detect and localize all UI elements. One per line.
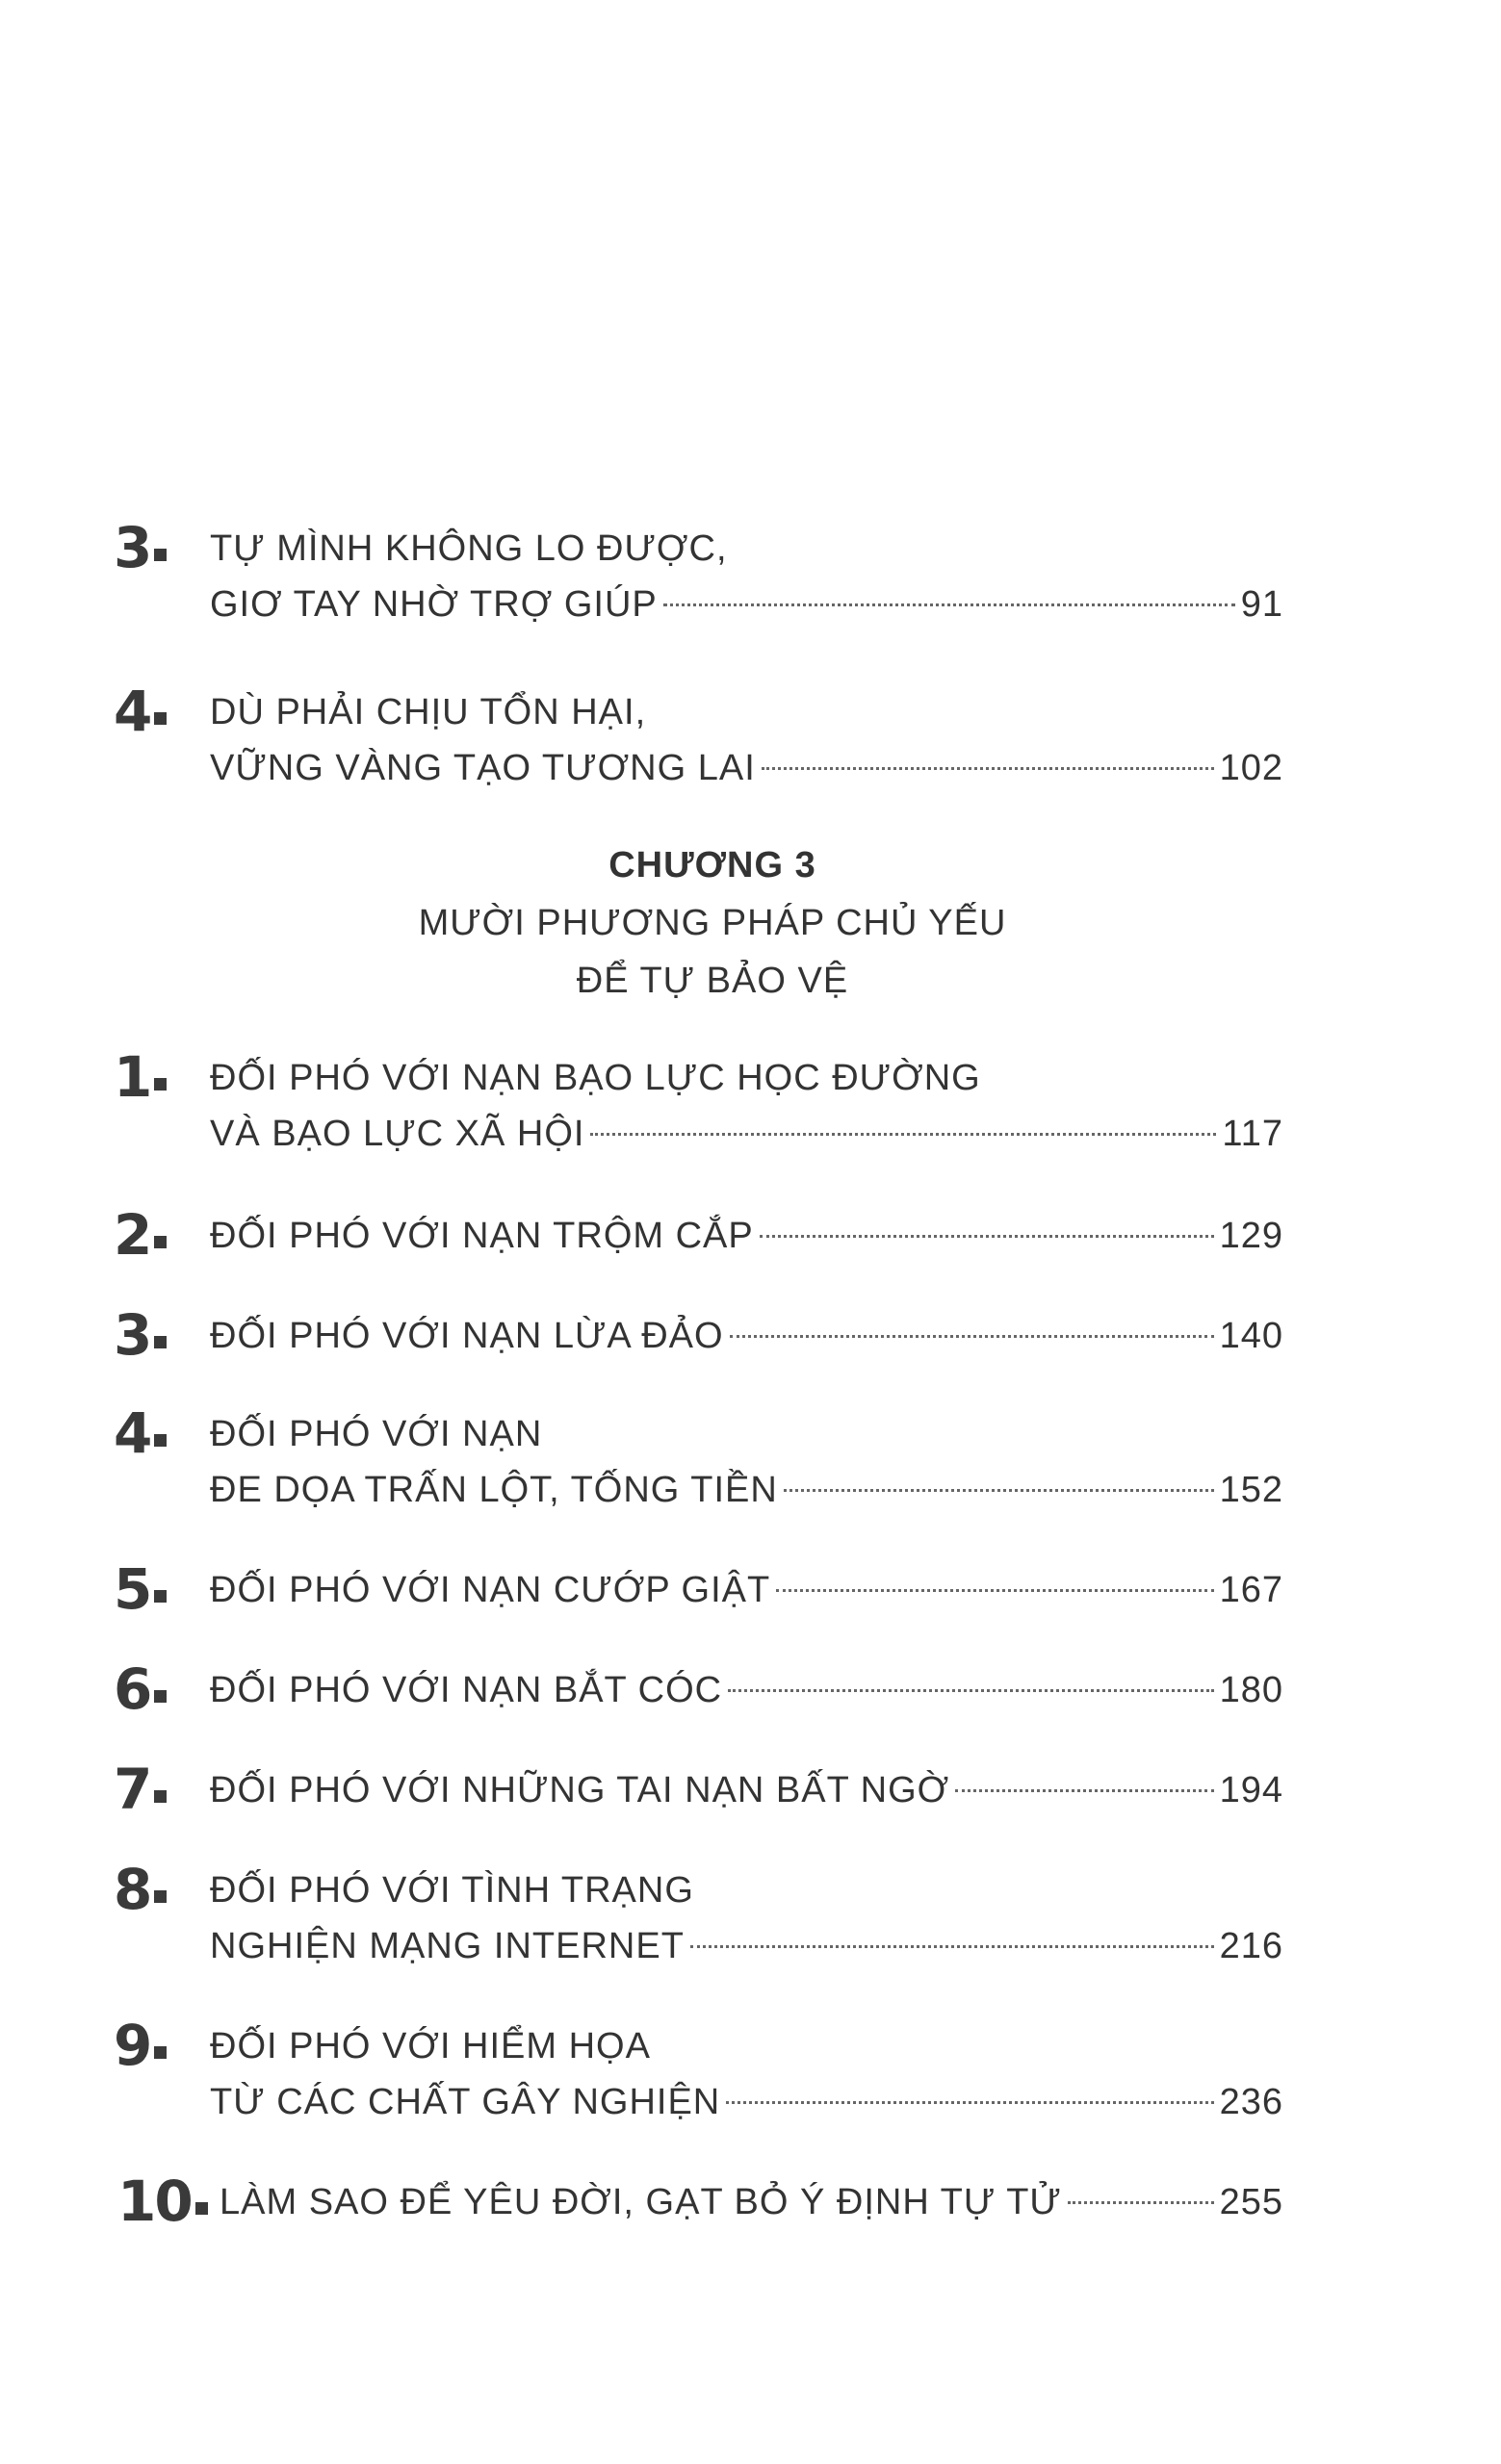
page-number: 216 (1219, 1926, 1283, 1966)
leader-dots (590, 1133, 1216, 1136)
entry-title-line1: ĐỐI PHÓ VỚI NẠN BẠO LỰC HỌC ĐƯỜNG (210, 1058, 981, 1098)
entry-title-line1 (210, 1769, 1283, 1811)
entry-title-line2 (210, 1925, 1283, 1967)
leader-dots (760, 1235, 1214, 1238)
entry-number: 7 (114, 1761, 167, 1817)
entry-number: 9 (114, 2017, 167, 2073)
leader-dots (726, 2101, 1213, 2104)
leader-dots (955, 1789, 1213, 1792)
entry-title-text: LÀM SAO ĐỂ YÊU ĐỜI, GẠT BỎ Ý ĐỊNH TỰ TỬ (220, 2182, 1062, 2222)
entry-number: 3 (114, 1307, 167, 1363)
entry-number: 1 (114, 1049, 167, 1105)
page-number: 255 (1219, 2182, 1283, 2222)
entry-number: 8 (114, 1861, 167, 1917)
entry-title-text: ĐE DỌA TRẤN LỘT, TỐNG TIỀN (210, 1470, 778, 1510)
page-number: 102 (1219, 748, 1283, 788)
entry-title-text: ĐỐI PHÓ VỚI NẠN CƯỚP GIẬT (210, 1570, 771, 1610)
leader-dots (663, 603, 1235, 606)
chapter-subtitle-line2: ĐỂ TỰ BẢO VỆ (576, 961, 849, 1001)
entry-title-line2 (210, 2081, 1283, 2123)
entry-number: 10 (117, 2173, 208, 2229)
entry-title-line2 (210, 747, 1283, 789)
entry-number: 4 (114, 683, 167, 739)
entry-number: 2 (114, 1207, 167, 1263)
entry-number: 3 (114, 520, 167, 576)
entry-title-text: ĐỐI PHÓ VỚI NẠN TRỘM CẮP (210, 1216, 754, 1256)
leader-dots (730, 1335, 1214, 1338)
page-number: 180 (1219, 1670, 1283, 1710)
page-number: 117 (1222, 1114, 1283, 1154)
entry-title-line1: DÙ PHẢI CHỊU TỔN HẠI, (210, 692, 647, 732)
entry-title-line1: ĐỐI PHÓ VỚI TÌNH TRẠNG (210, 1870, 694, 1911)
entry-title-line2 (210, 583, 1283, 626)
entry-title-line1 (210, 1215, 1283, 1257)
page-number: 167 (1219, 1570, 1283, 1610)
chapter-subtitle-line1: MƯỜI PHƯƠNG PHÁP CHỦ YẾU (418, 903, 1007, 943)
entry-title-line1: ĐỐI PHÓ VỚI NẠN (210, 1414, 543, 1454)
entry-title-line1: ĐỐI PHÓ VỚI HIỂM HỌA (210, 2026, 651, 2066)
entry-title-line1: TỰ MÌNH KHÔNG LO ĐƯỢC, (210, 528, 728, 569)
entry-title-text: VỮNG VÀNG TẠO TƯƠNG LAI (210, 748, 756, 788)
leader-dots (776, 1589, 1213, 1592)
entry-number: 5 (114, 1561, 167, 1617)
entry-title-text: TỪ CÁC CHẤT GÂY NGHIỆN (210, 2082, 721, 2122)
leader-dots (1068, 2201, 1214, 2204)
entry-title-line1 (210, 1669, 1283, 1711)
entry-title-line2 (210, 1469, 1283, 1511)
entry-title-line1 (210, 1315, 1283, 1357)
entry-number: 4 (114, 1405, 167, 1461)
entry-title-text: VÀ BẠO LỰC XÃ HỘI (210, 1114, 585, 1154)
leader-dots (784, 1489, 1214, 1492)
leader-dots (762, 767, 1214, 770)
page-number: 91 (1240, 584, 1283, 625)
entry-number: 6 (114, 1661, 167, 1717)
entry-title-text: GIƠ TAY NHỜ TRỢ GIÚP (210, 584, 658, 625)
entry-title-text: ĐỐI PHÓ VỚI NHỮNG TAI NẠN BẤT NGỜ (210, 1770, 950, 1810)
entry-title-line2 (210, 1113, 1283, 1155)
chapter-title: CHƯƠNG 3 (608, 845, 816, 886)
entry-title-text: NGHIỆN MẠNG INTERNET (210, 1926, 685, 1966)
leader-dots (728, 1689, 1214, 1692)
entry-title-text: ĐỐI PHÓ VỚI NẠN LỪA ĐẢO (210, 1316, 724, 1356)
entry-title-line1 (210, 1569, 1283, 1611)
page-number: 129 (1219, 1216, 1283, 1256)
leader-dots (690, 1945, 1214, 1948)
page-number: 152 (1219, 1470, 1283, 1510)
page-number: 140 (1219, 1316, 1283, 1356)
entry-title-line1 (220, 2181, 1283, 2223)
entry-title-text: ĐỐI PHÓ VỚI NẠN BẮT CÓC (210, 1670, 723, 1710)
page-number: 194 (1219, 1770, 1283, 1810)
page-number: 236 (1219, 2082, 1283, 2122)
